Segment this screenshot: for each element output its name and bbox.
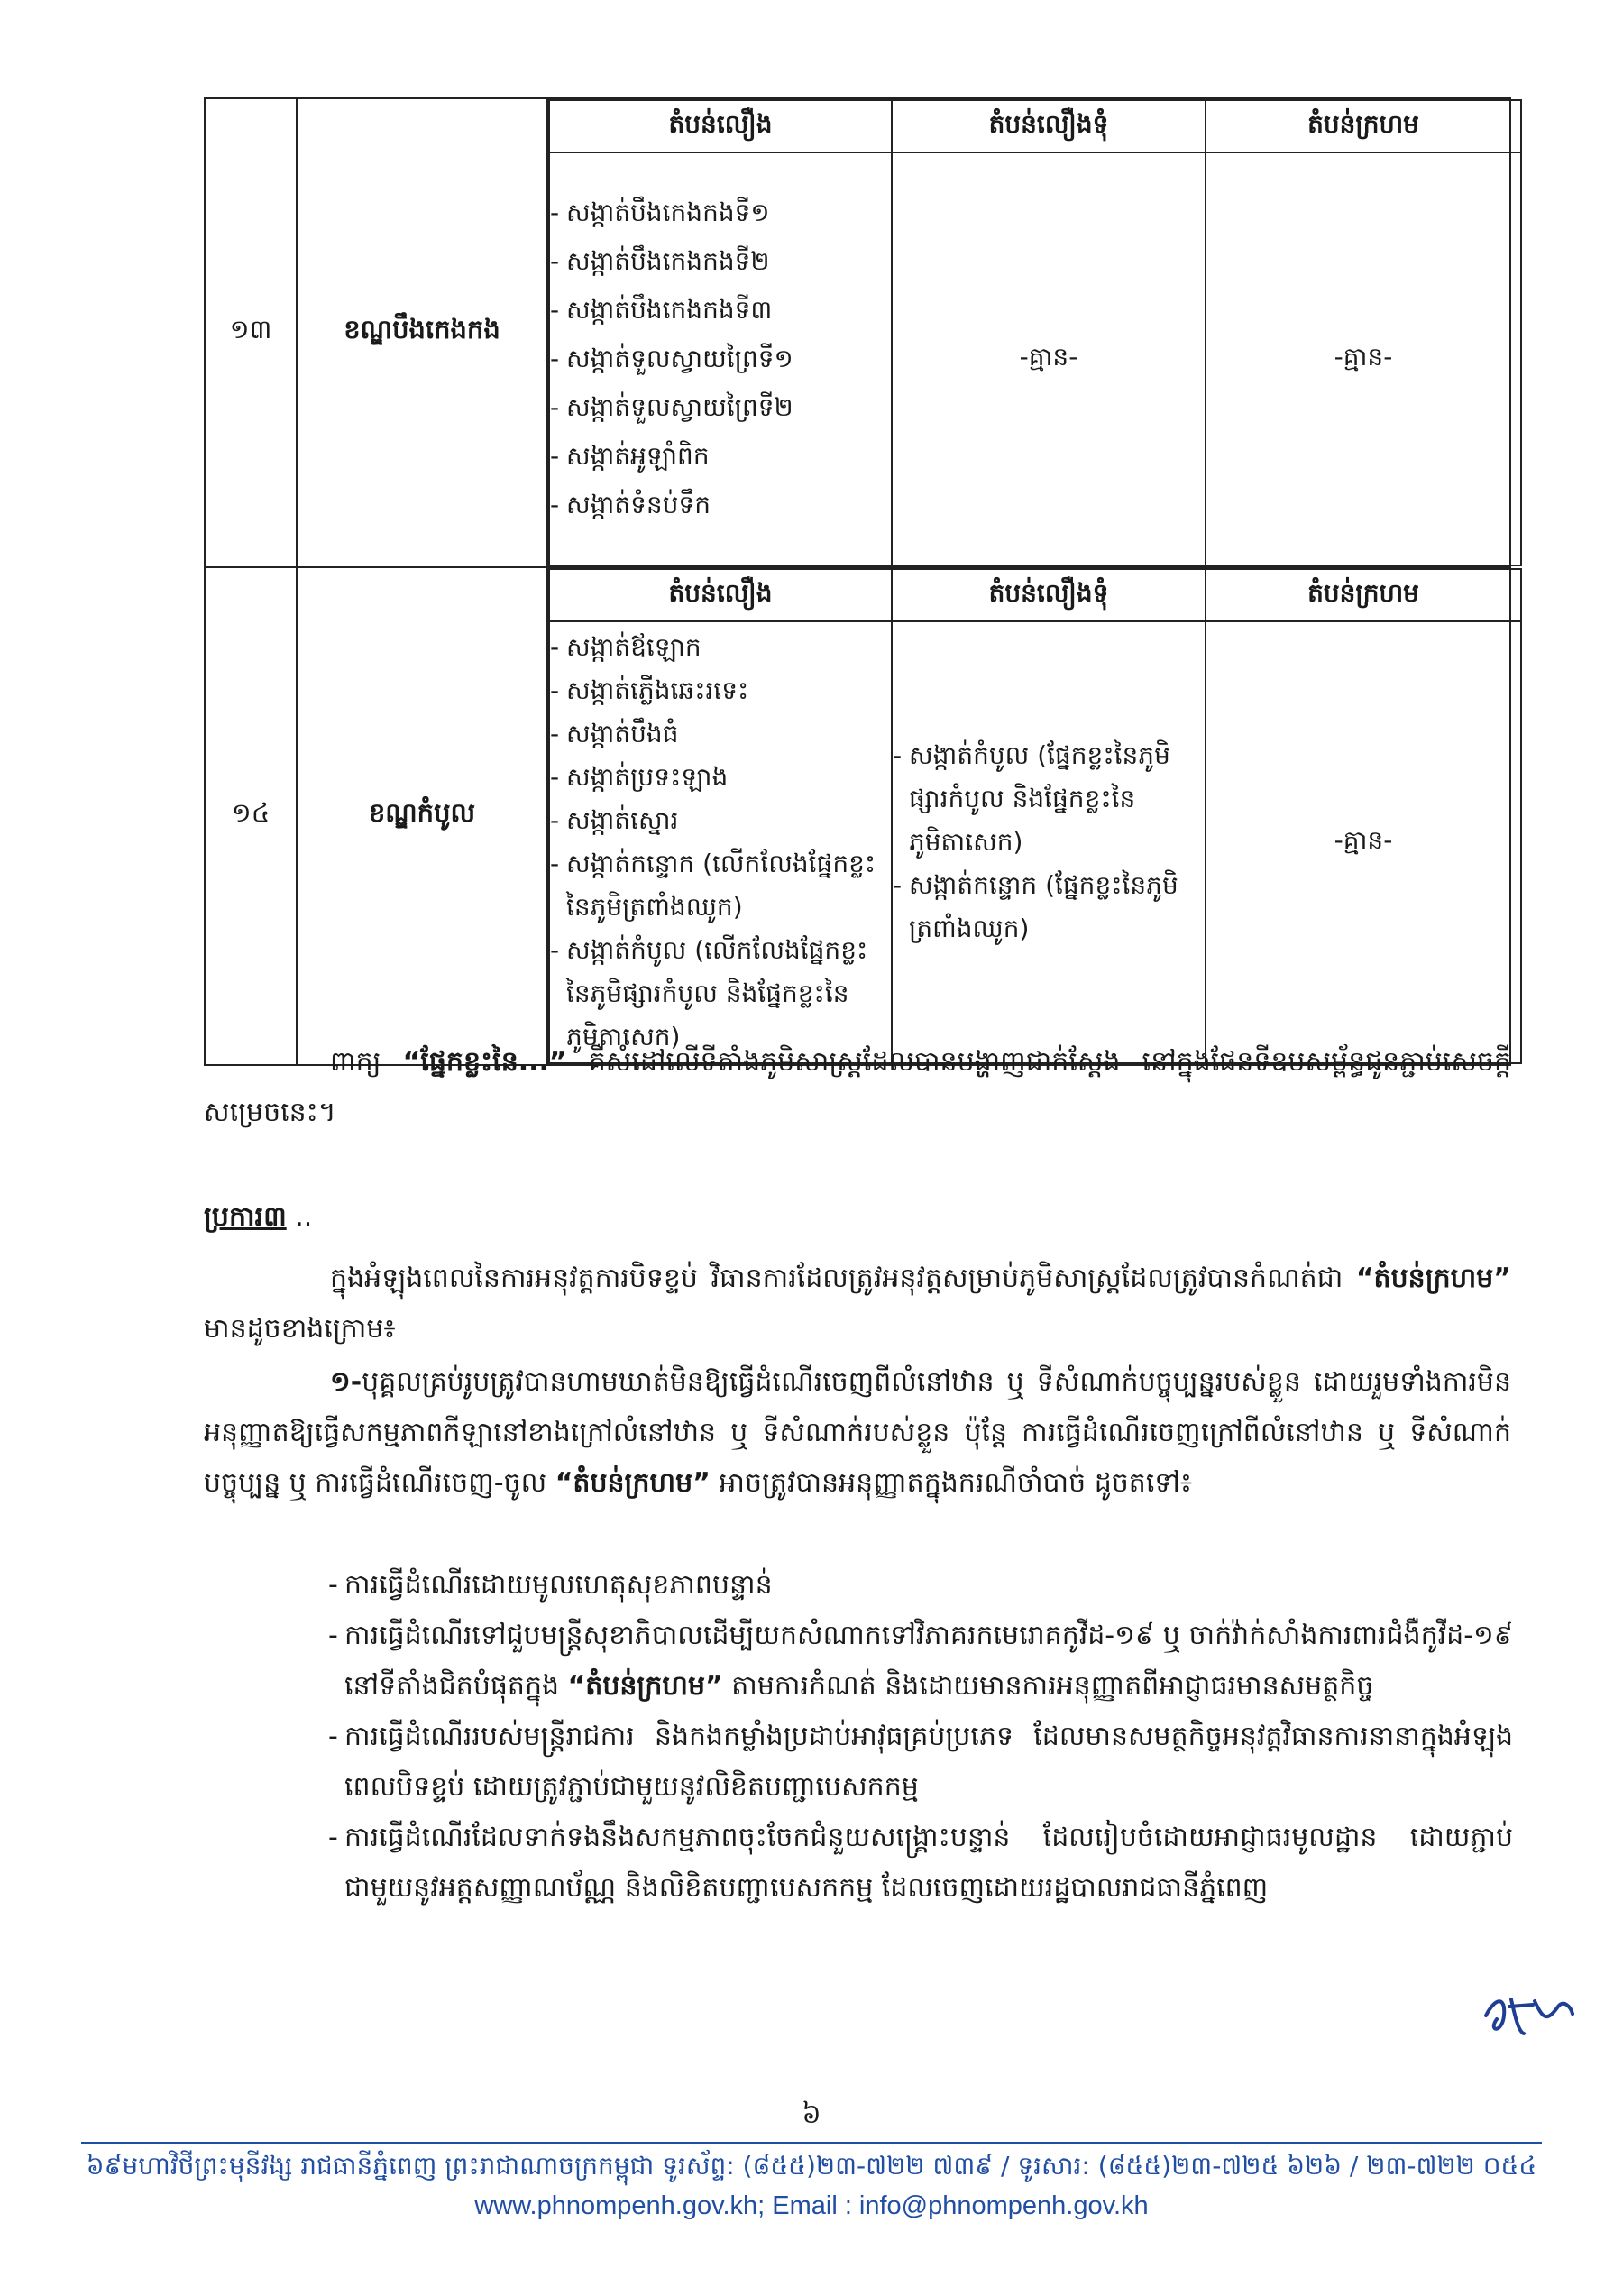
header-dark-yellow-zone: តំបន់លឿងទុំ [892,100,1206,152]
header-red-zone: តំបន់ក្រហម [1206,100,1521,152]
zone-cell [547,98,1510,567]
district-name: ខណ្ឌកំបូល [297,567,547,1065]
list-item: - សង្កាត់ប្រទះឡាង [550,756,891,799]
paragraph-1 [204,1357,1511,1509]
article-title: ប្រការ៣ [204,1201,287,1233]
article-intro [204,1254,1511,1355]
bullet2-term: “តំបន់ក្រហម” [567,1670,723,1702]
table-row [205,567,1510,1065]
para-number: ១- [330,1366,362,1398]
zone-header-row [549,569,1521,621]
header-dark-yellow-zone: តំបន់លឿងទុំ [892,569,1206,621]
list-item: - សង្កាត់បឹងធំ [550,712,891,756]
list-item: - ការធ្វើដំណើរដោយមូលហេតុសុខភាពបន្ទាន់ [332,1560,1513,1611]
row-number: ១៣ [205,98,297,567]
footer-address: ៦៩មហាវិថីព្រះមុនីវង្ស រាជធានីភ្នំពេញ ព្រះរាជាណាចក្រកម្ពុជា ទូរស័ព្ទ: (៨៥៥)២៣-៧២២ ៧៣៩ / ទូរសារ: (៨៥៥)២៣-៧២៥ ៦២៦ / ២៣-៧២២ ០៥៤ [86,2151,1537,2181]
initials-signature [1479,1979,1578,2043]
note-prefix: ពាក្យ [330,1046,403,1078]
para1-term: “តំបន់ក្រហម” [555,1467,711,1499]
zone-header-row [549,100,1521,152]
footer-web: www.phnompenh.gov.kh; Email : info@phnompenh.gov.kh [474,2191,1149,2220]
intro-end: មានដូចខាងក្រោម៖ [204,1313,396,1345]
zone-cell [547,567,1510,1065]
article-heading [204,1192,1511,1243]
commune-list [893,730,1205,954]
zone-content-row [549,621,1521,1063]
note-text: គឺសំដៅលើទីតាំងភូមិសាស្ត្រដែលបានបង្ហាញជាក់ស្តែង នៅក្នុងផែនទីឧបសម្ព័ន្ធជូនភ្ជាប់សេចក្តីសម្រេចនេះ។ [204,1046,1511,1128]
list-item: - សង្កាត់កំបូល (ផ្នែកខ្លះនៃភូមិផ្សារកំបូល និងផ្នែកខ្លះនៃភូមិតាសេក) [893,734,1205,864]
list-item: - សង្កាត់បឹងកេងកងទី២ [550,237,891,286]
article-heading-suffix: .. [286,1201,313,1233]
district-name: ខណ្ឌបឹងកេងកង [297,98,547,567]
red-none: -គ្មាន- [1206,621,1521,1063]
dark-yellow-none: -គ្មាន- [892,152,1206,565]
header-yellow-zone: តំបន់លឿង [549,100,892,152]
bullet2-text-a: ការធ្វើដំណើរទៅជួបមន្ត្រីសុខាភិបាលដើម្បីយកសំណាកទៅវិភាគរកមេរោគកូវីដ-១៩ ឬ ចាក់វ៉ាក់សាំងការពារជំងឺកូវីដ-១៩ នៅទីតាំងជិតបំផុតក្នុង [344,1620,1513,1702]
header-yellow-zone: តំបន់លឿង [549,569,892,621]
table-row [205,98,1510,567]
list-item: - សង្កាត់បឹងកេងកងទី៣ [550,286,891,335]
bullet2-text-b: តាមការកំណត់ និងដោយមានការអនុញ្ញាតពីអាជ្ញាធរមានសមត្ថកិច្ច [722,1670,1374,1702]
note-term: “ផ្នែកខ្លះនៃ...” [402,1046,567,1078]
list-item: - សង្កាត់អូឡាំពិក [550,432,891,481]
list-item: - ការធ្វើដំណើរដែលទាក់ទងនឹងសកម្មភាពចុះចែកជំនួយសង្គ្រោះបន្ទាន់ ដែលរៀបចំដោយអាជ្ញាធរមូលដ្ឋាន ដោយភ្ជាប់ជាមួយនូវអត្តសញ្ញាណប័ណ្ណ និងលិខិតបញ្ជាបេសកកម្ម ដែលចេញដោយរដ្ឋបាលរាជធានីភ្នំពេញ [332,1813,1513,1914]
para1-text-b: អាចត្រូវបានអនុញ្ញាតក្នុងករណីចាំបាច់ ដូចតទៅ៖ [710,1467,1193,1499]
row-number: ១៤ [205,567,297,1065]
commune-list [550,622,891,1062]
list-item: - សង្កាត់ទួលស្វាយព្រៃទី១ [550,335,891,383]
zone-subtable [548,568,1522,1064]
para1-text-a: បុគ្គលគ្រប់រូបត្រូវបានហាមឃាត់មិនឱ្យធ្វើដំណើរចេញពីលំនៅឋាន ឬ ទីសំណាក់បច្ចុប្បន្នរបស់ខ្លួន ដោយរួមទាំងការមិនអនុញ្ញាតឱ្យធ្វើសកម្មភាពកីឡានៅខាងក្រៅលំនៅឋាន ឬ ទីសំណាក់របស់ខ្លួន ប៉ុន្តែ ការធ្វើដំណើរចេញក្រៅពីលំនៅឋាន ឬ ទីសំណាក់បច្ចុប្បន្ន ឬ ការធ្វើដំណើរចេញ-ចូល [204,1366,1511,1499]
list-item: - សង្កាត់ឪឡោក [550,626,891,669]
list-item: - សង្កាត់ទួលស្វាយព្រៃទី២ [550,383,891,432]
zone-content-row [549,152,1521,565]
footer-divider [81,2142,1542,2144]
list-item: - សង្កាត់ទំនប់ទឹក [550,481,891,529]
header-red-zone: តំបន់ក្រហម [1206,569,1521,621]
list-item: - សង្កាត់ភ្លើងឆេះរទេះ [550,669,891,712]
yellow-zone-list [549,621,892,1063]
exception-list [332,1560,1513,1914]
intro-text: ក្នុងអំឡុងពេលនៃការអនុវត្តការបិទខ្ទប់ វិធានការដែលត្រូវអនុវត្តសម្រាប់ភូមិសាស្ត្រដែលត្រូវបានកំណត់ជា [330,1263,1356,1294]
red-none: -គ្មាន- [1206,152,1521,565]
list-item: - សង្កាត់ស្នោរ [550,799,891,842]
yellow-zone-list [549,152,892,565]
zones-table [204,97,1511,1066]
dark-yellow-zone-list [892,621,1206,1063]
list-item [332,1611,1513,1712]
page-number: ៦ [802,2099,821,2130]
list-item: - សង្កាត់កំបូល (លើកលែងផ្នែកខ្លះនៃភូមិផ្សារកំបូល និងផ្នែកខ្លះនៃភូមិតាសេក) [550,929,891,1059]
zone-subtable [548,99,1522,566]
list-item: - សង្កាត់បឹងកេងកងទី១ [550,188,891,237]
intro-term: “តំបន់ក្រហម” [1355,1263,1511,1294]
list-item: - សង្កាត់កន្ទោក (លើកលែងផ្នែកខ្លះនៃភូមិត្រពាំងឈូក) [550,842,891,929]
commune-list [550,185,891,533]
list-item: - ការធ្វើដំណើររបស់មន្ត្រីរាជការ និងកងកម្លាំងប្រដាប់អាវុធគ្រប់ប្រភេទ ដែលមានសមត្ថកិច្ចអនុវត្តវិធានការនានាក្នុងអំឡុងពេលបិទខ្ទប់ ដោយត្រូវភ្ជាប់ជាមួយនូវលិខិតបញ្ជាបេសកកម្ម [332,1712,1513,1813]
note-paragraph [204,1037,1511,1138]
list-item: - សង្កាត់កន្ទោក (ផ្នែកខ្លះនៃភូមិត្រពាំងឈូក) [893,864,1205,951]
